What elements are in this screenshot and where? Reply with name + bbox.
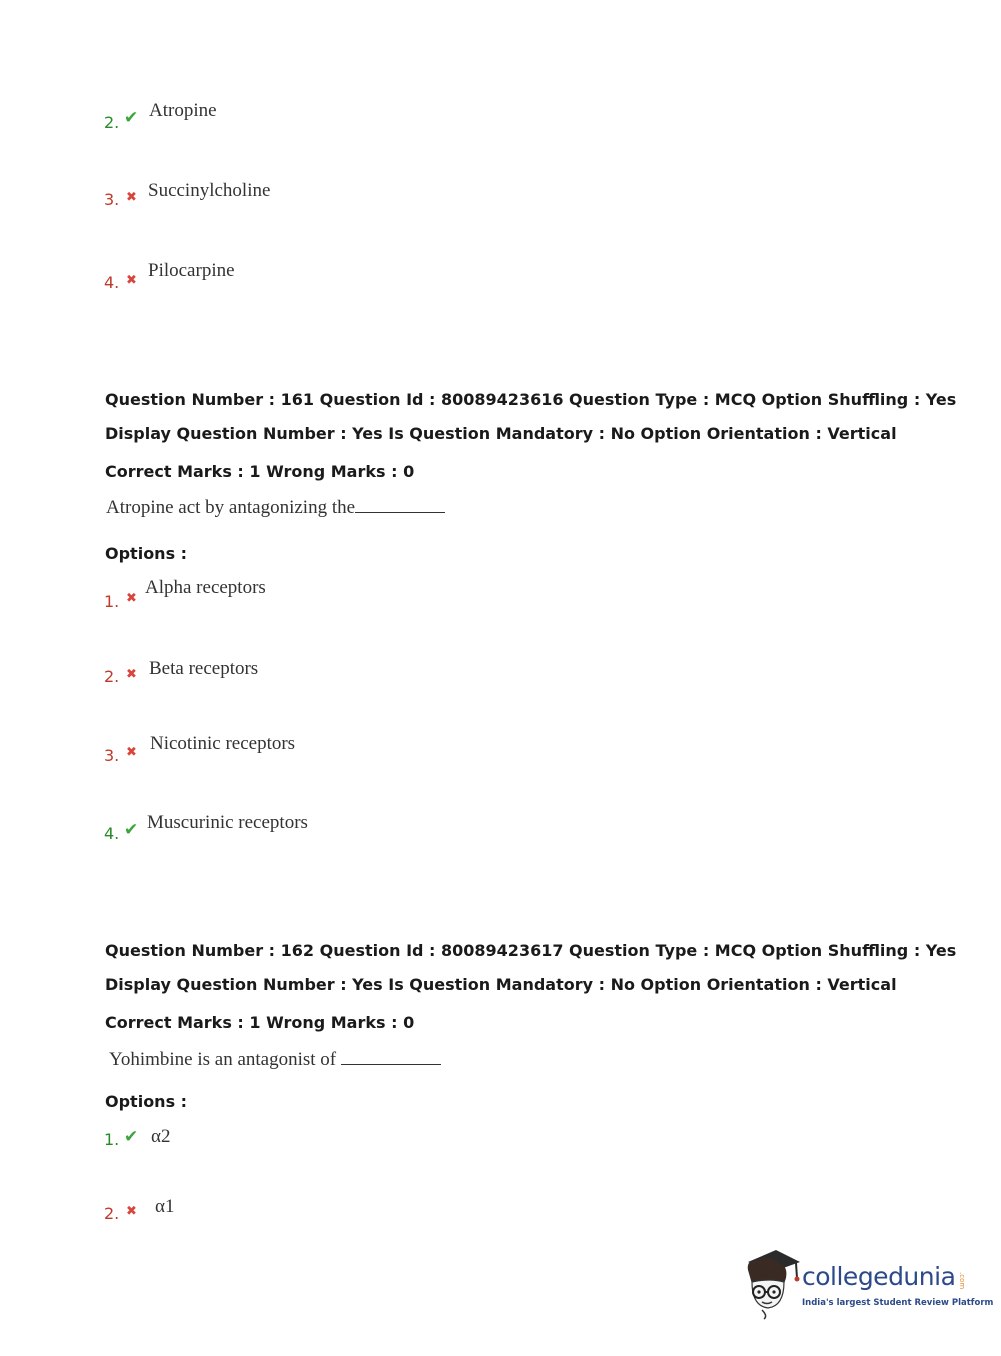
question-meta: Question Number : 161 Question Id : 80089423616 Question Type : MCQ Option Shuffling : Yes	[105, 390, 957, 409]
check-icon: ✔	[124, 1127, 139, 1147]
option-number: 2.	[104, 667, 120, 686]
option-number: 3.	[104, 746, 120, 765]
option-number: 2.	[104, 1204, 120, 1223]
question-marks: Correct Marks : 1 Wrong Marks : 0	[105, 462, 415, 481]
options-label: Options :	[105, 544, 188, 563]
check-icon: ✔	[124, 820, 139, 840]
question-meta: Question Number : 162 Question Id : 80089423617 Question Type : MCQ Option Shuffling : Yes	[105, 941, 957, 960]
question-text: Yohimbine is an antagonist of	[109, 1049, 441, 1071]
cross-icon: ✖	[126, 745, 137, 760]
option-number: 3.	[104, 190, 120, 209]
collegedunia-logo	[740, 1248, 994, 1320]
logo-wordmark: collegedunia	[802, 1262, 956, 1291]
mascot-icon	[740, 1248, 802, 1320]
cross-icon: ✖	[126, 591, 137, 606]
logo-tagline: India's largest Student Review Platform	[802, 1298, 994, 1308]
question-meta-display: Display Question Number : Yes Is Question Mandatory : No Option Orientation : Vertical	[105, 975, 897, 994]
option-text: α1	[155, 1196, 175, 1217]
option-text: Muscurinic receptors	[147, 812, 308, 833]
cross-icon: ✖	[126, 1204, 137, 1219]
option-text: Alpha receptors	[145, 577, 266, 598]
answer-blank	[355, 512, 445, 513]
answer-blank	[341, 1064, 441, 1065]
option-number: 1.	[104, 1130, 120, 1149]
option-number: 2.	[104, 113, 120, 132]
option-text: Succinylcholine	[148, 180, 271, 201]
question-marks: Correct Marks : 1 Wrong Marks : 0	[105, 1013, 415, 1032]
option-text: Pilocarpine	[148, 260, 235, 281]
option-text: α2	[151, 1126, 171, 1147]
question-meta-display: Display Question Number : Yes Is Question Mandatory : No Option Orientation : Vertical	[105, 424, 897, 443]
option-text: Nicotinic receptors	[150, 733, 296, 754]
cross-icon: ✖	[126, 273, 137, 288]
question-text: Atropine act by antagonizing the	[106, 497, 445, 519]
cross-icon: ✖	[126, 667, 137, 682]
option-text: Beta receptors	[149, 658, 259, 679]
option-number: 1.	[104, 592, 120, 611]
option-text: Atropine	[149, 100, 217, 121]
options-label: Options :	[105, 1092, 188, 1111]
cross-icon: ✖	[126, 190, 137, 205]
option-number: 4.	[104, 273, 120, 292]
option-number: 4.	[104, 824, 120, 843]
check-icon: ✔	[124, 108, 139, 128]
logo-suffix: .com	[958, 1272, 966, 1290]
